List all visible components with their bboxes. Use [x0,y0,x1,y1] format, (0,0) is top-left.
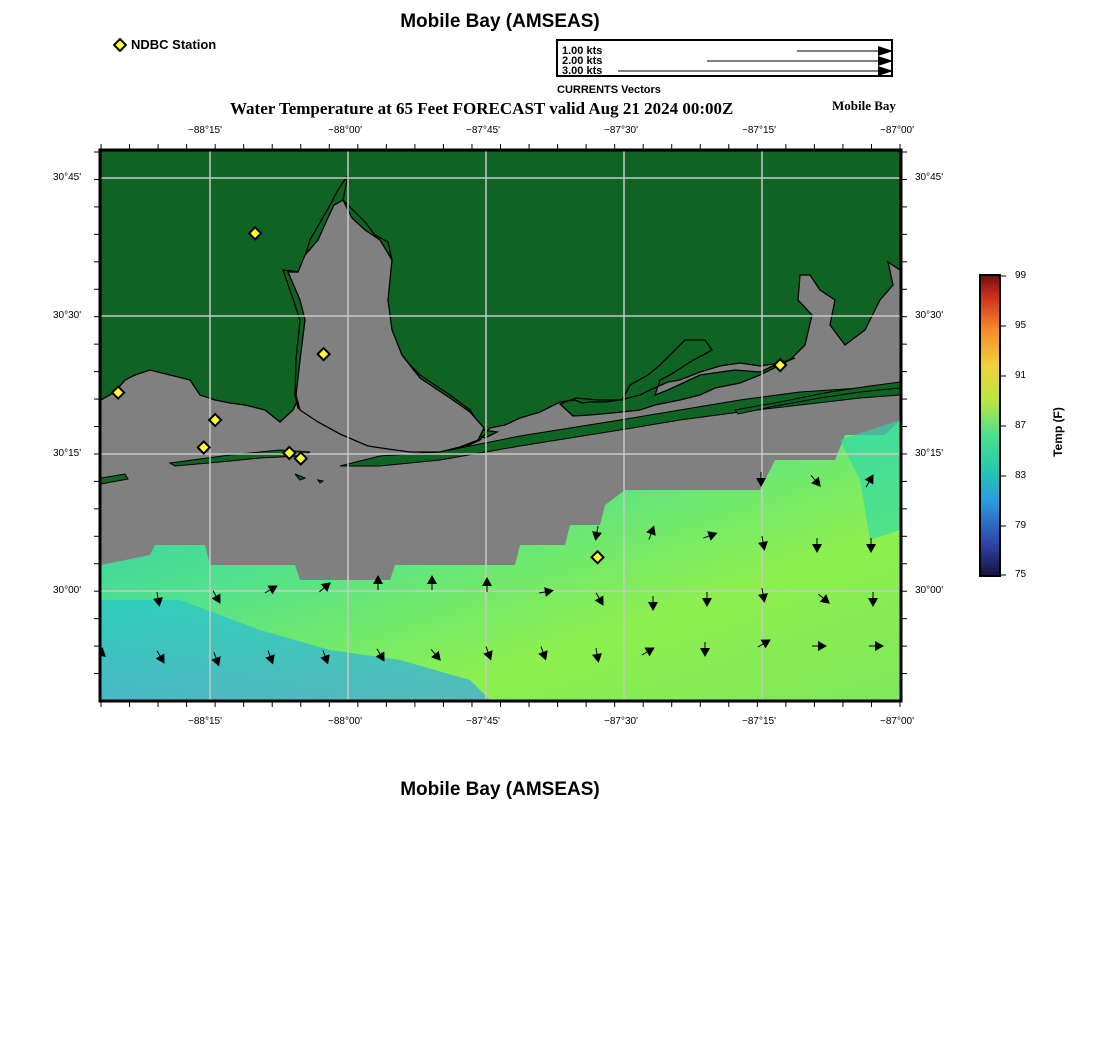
lon-tick-label: −88°15' [188,125,222,136]
colorbar-tick: 75 [1015,569,1027,580]
region-label: Mobile Bay [832,98,896,113]
colorbar-tick: 91 [1015,370,1027,381]
vector-label-2: 2.00 kts [562,55,603,67]
colorbar [975,270,1011,582]
map-title: Mobile Bay (AMSEAS) [400,11,600,32]
lat-tick-label: 30°30' [53,310,82,321]
colorbar-tick: 83 [1015,470,1027,481]
lon-tick-label: −87°30' [604,716,638,727]
vector-caption: CURRENTS Vectors [557,84,661,96]
lat-tick-label: 30°30' [915,310,944,321]
colorbar-tick: 79 [1015,520,1027,531]
lat-tick-label: 30°15' [915,448,944,459]
map-subtitle: Water Temperature at 65 Feet FORECAST valid Aug 21 2024 00:00Z [230,99,734,118]
lon-tick-label: −87°45' [466,125,500,136]
lon-tick-label: −87°30' [604,125,638,136]
lon-tick-label: −87°00' [880,716,914,727]
lat-tick-label: 30°00' [915,585,944,596]
lon-tick-label: −87°15' [742,716,776,727]
colorbar-tick: 87 [1015,420,1027,431]
bottom-title: Mobile Bay (AMSEAS) [400,779,600,800]
lat-tick-label: 30°15' [53,448,82,459]
vector-label-3: 3.00 kts [562,65,603,77]
lon-tick-label: −87°45' [466,716,500,727]
lon-tick-label: −88°00' [328,716,362,727]
station-legend-label: NDBC Station [131,37,217,52]
lat-tick-label: 30°00' [53,585,82,596]
colorbar-tick: 99 [1015,270,1027,281]
lon-tick-label: −88°15' [188,716,222,727]
vector-label-1: 1.00 kts [562,45,603,57]
lat-tick-label: 30°45' [53,172,82,183]
colorbar-title: Temp (F) [1051,407,1065,457]
lon-tick-label: −87°00' [880,125,914,136]
lon-tick-label: −87°15' [742,125,776,136]
lat-tick-label: 30°45' [915,172,944,183]
colorbar-tick: 95 [1015,320,1027,331]
lon-tick-label: −88°00' [328,125,362,136]
